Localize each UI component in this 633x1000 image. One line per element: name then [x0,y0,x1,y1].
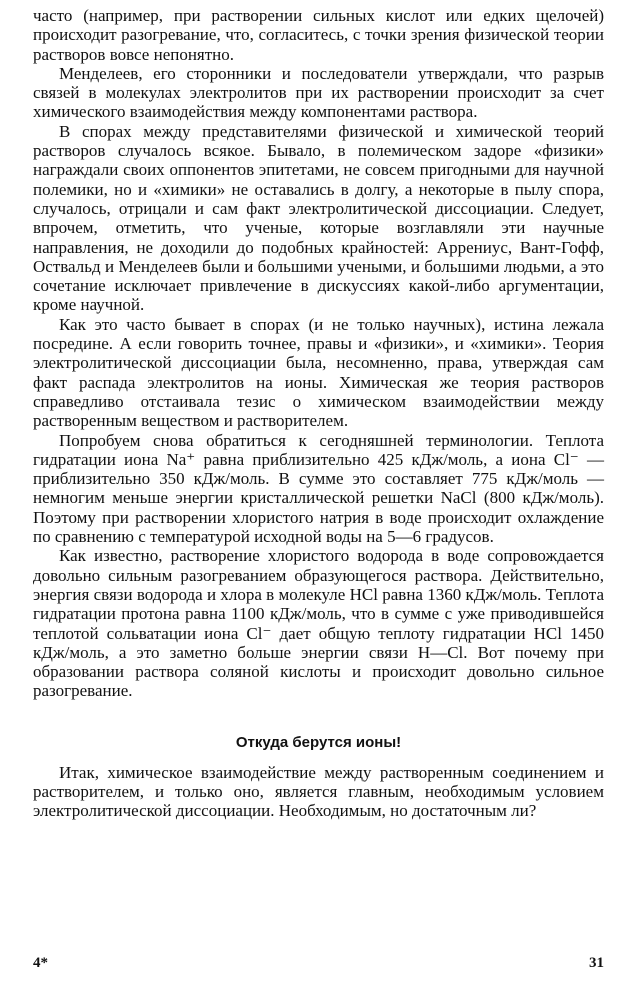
paragraph-mendeleev: Менделеев, его сторонники и последователи утверждали, что разрыв связей в молекулах электролитов при их растворении происходит за счет химического взаимодействия между компонентами раствора. [33,63,604,122]
paragraph-terminology: Попробуем снова обратиться к сегодняшней терминологии. Теплота гидратации иона Na⁺ равна приблизительно 425 кДж/моль, а иона Cl⁻ — приблизительно 350 кДж/моль. В сумме это составляет 775 кДж/моль — немногим меньше энергии кристаллической решетки NaCl (800 кДж/моль). Поэтому при растворении хлористого натрия в воде происходит охлаждение по сравнению с температурой исходной воды на 5—6 градусов. [33,430,604,547]
signature-mark: 4* [33,955,48,971]
paragraph-disputes: В спорах между представителями физической и химической теорий растворов случалось всякое. Бывало, в полемическом задоре «физики» награждали своих оппонентов эпитетами, не совсем пригодными для научной полемики, но и «химики» не оставались в долгу, а некоторые в пылу спора, случалось, отрицали и сам факт электролитической диссоциации. Следует, впрочем, отметить, что ученые, которые возглавляли эти научные направления, не доходили до подобных крайностей: Аррениус, Вант-Гофф, Оствальд и Менделеев были и большими учеными, и большими людьми, а это сочетание исключает привлечение в дискуссиях какой-либо аргументации, кроме научной. [33,121,604,315]
paragraph-continuation: часто (например, при растворении сильных кислот или едких щелочей) происходит разогревание, что, согласитесь, с точки зрения физической теории растворов вовсе непонятно. [33,6,604,64]
section-heading: Откуда берутся ионы! [235,733,402,751]
paragraph-section-intro: Итак, химическое взаимодействие между растворенным соединением и растворителем, и только оно, является главным, необходимым условием электролитической диссоциации. Необходимым, но достаточным ли? [33,762,604,821]
page-number: 31 [589,955,604,971]
paragraph-truth: Как это часто бывает в спорах (и не только научных), истина лежала посредине. А если говорить точнее, правы и «физики», и «химики». Теория электролитической диссоциации была, несомненно, права, утверждая сам факт распада электролитов на ионы. Химическая же теория растворов справедливо отстаивала тезис о химическом взаимодействии между растворенным веществом и растворителем. [33,314,604,431]
page-body [33,6,604,821]
paragraph-hcl: Как известно, растворение хлористого водорода в воде сопровождается довольно сильным разогреванием образующегося раствора. Действительно, энергия связи водорода и хлора в молекуле HCl равна 1360 кДж/моль. Теплота гидратации протона равна 1100 кДж/моль, что в сумме с уже приводившейся теплотой сольватации иона Cl⁻ дает общую теплоту гидратации HCl 1450 кДж/моль, а это заметно больше энергии связи H—Cl. Вот почему при образовании раствора соляной кислоты и происходит довольно сильное разогревание. [33,546,604,701]
